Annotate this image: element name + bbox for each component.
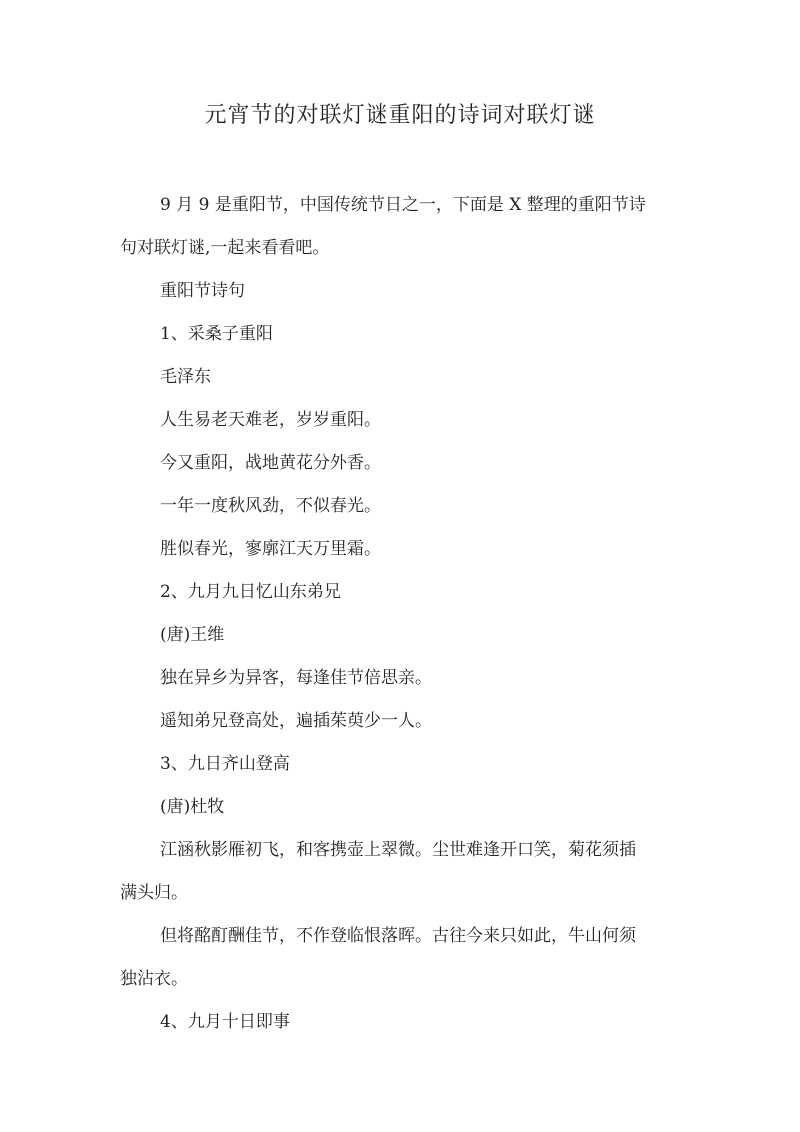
poem-1-line-3: 一年一度秋风劲，不似春光。 <box>160 496 381 516</box>
poem-2-line-2: 遥知弟兄登高处，遍插茱萸少一人。 <box>160 711 432 731</box>
poem-1-line-1: 人生易老天难老，岁岁重阳。 <box>160 410 381 430</box>
intro-line-2: 句对联灯谜,一起来看看吧。 <box>120 238 330 258</box>
intro-line-1: 9 月 9 是重阳节，中国传统节日之一，下面是 X 整理的重阳节诗 <box>160 195 646 215</box>
poem-4-title: 4、九月十日即事 <box>160 1012 290 1032</box>
poem-2-title: 2、九月九日忆山东弟兄 <box>160 582 341 602</box>
poem-3-author: (唐)杜牧 <box>160 797 225 817</box>
poem-3-para-1-line-2: 满头归。 <box>120 883 188 903</box>
poem-2-line-1: 独在异乡为异客，每逢佳节倍思亲。 <box>160 668 432 688</box>
poem-3-para-1-line-1: 江涵秋影雁初飞，和客携壶上翠微。尘世难逢开口笑，菊花须插 <box>160 840 636 860</box>
poem-3-title: 3、九日齐山登高 <box>160 754 290 774</box>
poem-1-author: 毛泽东 <box>160 367 211 387</box>
poem-2-author: (唐)王维 <box>160 625 225 645</box>
poem-1-line-2: 今又重阳，战地黄花分外香。 <box>160 453 381 473</box>
poem-1-title: 1、采桑子重阳 <box>160 324 273 344</box>
poem-3-para-2-line-1: 但将酩酊酬佳节，不作登临恨落晖。古往今来只如此，牛山何须 <box>160 926 636 946</box>
document-body <box>120 184 690 1044</box>
section-heading: 重阳节诗句 <box>160 281 245 301</box>
document-title: 元宵节的对联灯谜重阳的诗词对联灯谜 <box>204 103 596 128</box>
poem-1-line-4: 胜似春光，寥廓江天万里霜。 <box>160 539 381 559</box>
poem-3-para-2-line-2: 独沾衣。 <box>120 969 188 989</box>
